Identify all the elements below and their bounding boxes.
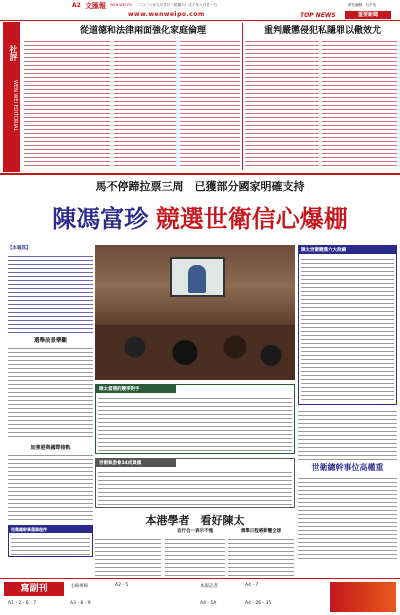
- members-body: [98, 469, 292, 505]
- bottom-subhead: 加強港與國際接軌: [30, 445, 71, 451]
- bottom-sub: 言行合一表示不愧: [177, 529, 213, 534]
- right-body: [298, 475, 397, 560]
- lead-box: [8, 245, 93, 333]
- footer-col-2: A3 - 8 - 9: [70, 601, 91, 606]
- mini-title: 世衛總幹事選舉程序: [9, 526, 92, 533]
- footer-col-3: A4 - 5A: [200, 601, 217, 606]
- process-body: [98, 395, 292, 451]
- members-title: 世衛執委會34成員國: [96, 459, 176, 467]
- right-headline: 世衛總幹事位高權重: [311, 463, 384, 472]
- candidates-panel: [298, 245, 397, 405]
- paper-name: 文匯報: [85, 1, 106, 10]
- editorial-divider: [242, 23, 243, 170]
- editorial-label: 社評: [9, 45, 18, 61]
- footer-label-4: A4 - 7: [245, 583, 259, 588]
- bottom-col-a: [95, 536, 161, 576]
- main-photo: [95, 245, 295, 380]
- photo-figure: [188, 265, 206, 293]
- headline-name: 陳馮富珍: [52, 205, 149, 233]
- page-number: A2: [72, 2, 81, 9]
- footer-label-1: 主線專線: [70, 584, 88, 589]
- mini-body: [11, 535, 90, 555]
- top-news-label: TOP NEWS: [300, 12, 336, 19]
- mid-right-body: [298, 408, 397, 460]
- bottom-col-c: [228, 536, 294, 576]
- date-line: 二〇〇八年九月廿日（星期六）戊子年八月廿一日: [138, 3, 218, 7]
- section-tag: 重要新聞: [345, 11, 391, 19]
- col1-body-2: [8, 452, 93, 522]
- headline: [0, 199, 400, 239]
- editorial-body-right1: [245, 38, 319, 168]
- bottom-col-b: [165, 536, 225, 576]
- paper-roman: WEN WEI PO: [110, 3, 133, 7]
- editorial-label-en: WEN WEI EDITORIAL: [12, 80, 18, 132]
- process-panel: [95, 384, 295, 454]
- masthead-rule: [0, 20, 400, 21]
- lead-tag: 【本報訊】: [8, 246, 31, 251]
- editorial-left-title: 從道德和法律兩面強化家庭倫理: [79, 26, 206, 36]
- footer-label-3: 本報記者: [200, 584, 218, 589]
- kicker: 馬不停蹄拉票三周 已獲部分國家明確支持: [95, 180, 305, 193]
- headline-main: 競選世衛信心爆棚: [155, 205, 348, 233]
- candidates-title: 陳太世衛競選六大政綱: [299, 246, 396, 254]
- footer-label-2: A2 - 5: [115, 583, 129, 588]
- footer-col-4: A4 - 26 - 35: [245, 601, 272, 606]
- website[interactable]: www.wenweipo.com: [128, 11, 205, 18]
- editorial-right-title: 重判嚴懲侵犯私隱罪以儆效尤: [263, 26, 381, 36]
- mini-panel: [8, 525, 93, 557]
- subhead: 選舉前景樂觀: [33, 338, 67, 344]
- footer-ad: [330, 582, 396, 612]
- footer-strip: [0, 578, 400, 615]
- bottom-sub2: 選舉日程將影響全球: [240, 529, 282, 534]
- footer-title: 寫副刊: [4, 582, 64, 596]
- editorial-body-right2: [322, 38, 397, 168]
- masthead: [0, 0, 400, 20]
- bottom-headline: 本港學者 看好陳太: [145, 514, 245, 527]
- members-panel: [95, 458, 295, 508]
- editorial-body-mid1: [114, 38, 176, 168]
- photo-crowd: [95, 325, 295, 380]
- candidates-body: [301, 256, 394, 402]
- editorial-body-mid2: [180, 38, 240, 168]
- editor-credit: 責任編輯：石中英: [348, 3, 376, 7]
- col1-body: [8, 345, 93, 440]
- editorial-bottom-rule: [0, 173, 400, 175]
- process-title: 陳太當選的競爭對手: [96, 385, 176, 393]
- lead-text: [8, 253, 93, 333]
- editorial-body-left: [24, 38, 110, 168]
- footer-col-1: A1 - 2 - 6 - 7: [8, 601, 36, 606]
